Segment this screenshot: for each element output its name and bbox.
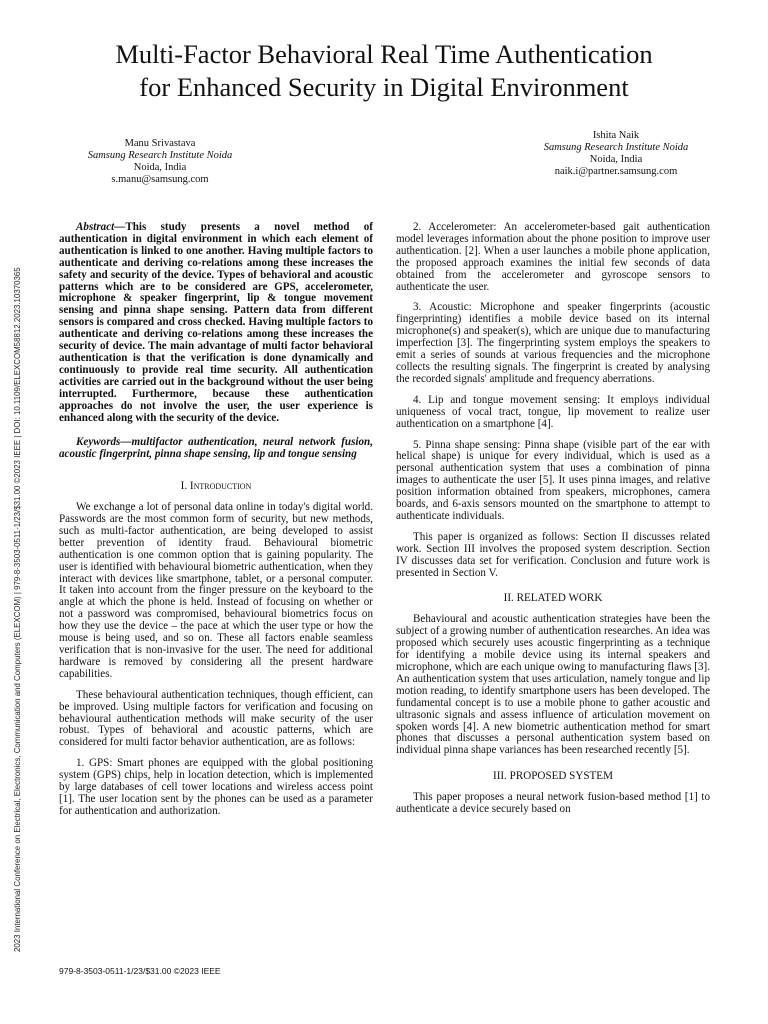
section-heading-introduction: I. Introduction [180, 480, 252, 493]
related-work-paragraph: Behavioural and acoustic authentication strategies have been the subject of a growing number of authentication researches. An idea was proposed which securely uses acoustic fingerprinting as a technique for identifying a mobile device using its internal speakers and microphone, which are each unique owing to manufacturing flaws [3]. An authentication system that uses articulation, namely tongue and lip motion reading, to identify smartphone users has been developed. The fundamental concept is to use a mobile phone to gather acoustic and ultrasonic signals and assess influence of articulation movement on spoken words [4]. A new biometric authentication method for smart phones that discusses a personal authentication system based on individual pinna shape variances has been researched recently [5]. [396, 613, 710, 757]
copyright-footer: 979-8-3503-0511-1/23/$31.00 ©2023 IEEE [59, 966, 221, 976]
author-location: Noida, India [589, 154, 643, 165]
side-margin-citation [10, 182, 24, 952]
paper-title [30, 38, 738, 104]
right-column [396, 222, 710, 825]
author-block-1 [40, 138, 280, 186]
author-email: s.manu@samsung.com [111, 174, 209, 185]
keywords [59, 437, 373, 461]
abstract-text: This study presents a novel method of authentication in digital environment in which each element of authentication is linked to one another. Having multiple factors to authenticate and deriving co-relations among these increases the safety and security of the device. Types of behavioral and acoustic patterns which are to be considered are GPS, accelerometer, microphone & speaker fingerprint, lip & tongue movement sensing and pinna shape sensing. Pattern data from different sensors is compared and cross checked. Having multiple factors to authenticate and deriving co-relations among these increases the security of device. The main advantage of multi factor behavioral authentication is that the verification is done dynamically and continuously to provide real time security. All authentication activities are carried out in the background without the user being interrupted. Furthermore, because these authentication approaches do not involve the user, the user experience is enhanced along with the security of the device. [59, 221, 373, 424]
list-item-lip-tongue: 4. Lip and tongue movement sensing: It employs individual uniqueness of vocal tract, tongue, lip movement to realize user authentication on a smartphone [4]. [396, 393, 710, 430]
keywords-text: multifactor authentication, neural network fusion, acoustic fingerprint, pinna shape sensing, lip and tongue sensing [59, 436, 373, 461]
author-name: Manu Srivastava [124, 138, 196, 149]
keywords-label: Keywords— [76, 436, 132, 449]
author-block-2 [496, 130, 736, 178]
organization-paragraph: This paper is organized as follows: Section II discusses related work. Section III involves the proposed system description. Section IV discusses data set for verification. Conclusion and future work is presented in Section V. [396, 530, 710, 579]
list-item-acoustic: 3. Acoustic: Microphone and speaker fingerprints (acoustic fingerprinting) identifies a mobile device based on its internal microphone(s) and speaker(s), which are unique due to manufacturing imperfection [3]. The fingerprinting system employs the speakers to emit a series of sounds at various frequencies and the microphone collects the resulting signals. The fingerprint is created by analysing the recorded signals' amplitude and frequency aberrations. [396, 301, 710, 385]
title-line-2: for Enhanced Security in Digital Environment [139, 72, 629, 102]
intro-paragraph-2: These behavioural authentication techniques, though efficient, can be improved. Using multiple factors for verification and focusing on behavioural authentication methods will make security of the user robust. Types of behavioral and acoustic patterns, which are considered for multi factor behavior authentication, are as follows: [59, 688, 373, 749]
list-item-gps: 1. GPS: Smart phones are equipped with the global positioning system (GPS) chips, help in location detection, which is implemented by large databases of cell tower locations and wireless access point [1]. The user location sent by the phones can be used as a parameter for authentication and authorization. [59, 757, 373, 817]
list-item-accelerometer: 2. Accelerometer: An accelerometer-based gait authentication model leverages information about the phone position to improve user authentication. [2]. When a user launches a mobile phone application, the proposed approach examines the initial few seconds of data obtained from the accelerometer and gyroscope sensors to authenticate the user. [396, 221, 710, 293]
abstract [59, 222, 373, 424]
author-affiliation: Samsung Research Institute Noida [87, 150, 233, 161]
section-heading-related-work: II. RELATED WORK [503, 592, 603, 605]
list-item-pinna: 5. Pinna shape sensing: Pinna shape (visible part of the ear with helical shape) is unique for every individual, which is used as a personal authentication system that uses a combination of pinna images to authenticate the user [5]. It uses pinna images, and relative position information obtained from speakers, microphones, camera boards, and 6-axis sensors mounted on the smartphone to attempt to authenticate individuals. [396, 438, 710, 522]
proposed-system-paragraph: This paper proposes a neural network fusion-based method [1] to authenticate a device securely based on [396, 791, 710, 816]
left-column [59, 222, 373, 827]
abstract-label: Abstract— [76, 221, 126, 233]
conference-doi-text: 2023 International Conference on Electrical, Electronics, Communication and Computers (ELEXCOM) | 979-8-3503-0511-1/23/$31.00 ©2023 IEEE | DOI: 10.1109/ELEXCOM58812.2023.10370365 [13, 267, 22, 952]
author-location: Noida, India [133, 162, 187, 173]
author-name: Ishita Naik [592, 130, 640, 141]
intro-paragraph-1: We exchange a lot of personal data online in today's digital world. Passwords are the most common form of security, but new methods, such as multi-factor authentication, are being developed to assist better prevention of identity fraud. Behavioural biometric authentication is one common option that is gaining popularity. The user is identified with behavioural biometric authentication, when they interact with devices like smartphone, tablet, or a personal computer. It taken into account from the finger pressure on the keyboard to the angle at which the phone is held. Instead of focusing on whether or not a password was compromised, behavioural biometrics focus on how they use the device – the pace at which the user type or how the mouse is being used, and so on. These all factors enable seamless verification that is non-invasive for the user. The need for additional hardware is removed by considering all the present hardware capabilities. [59, 501, 373, 680]
title-line-1: Multi-Factor Behavioral Real Time Authentication [115, 39, 653, 69]
author-email: naik.i@partner.samsung.com [554, 166, 678, 177]
author-affiliation: Samsung Research Institute Noida [543, 142, 689, 153]
section-heading-proposed-system: III. PROPOSED SYSTEM [493, 770, 613, 783]
